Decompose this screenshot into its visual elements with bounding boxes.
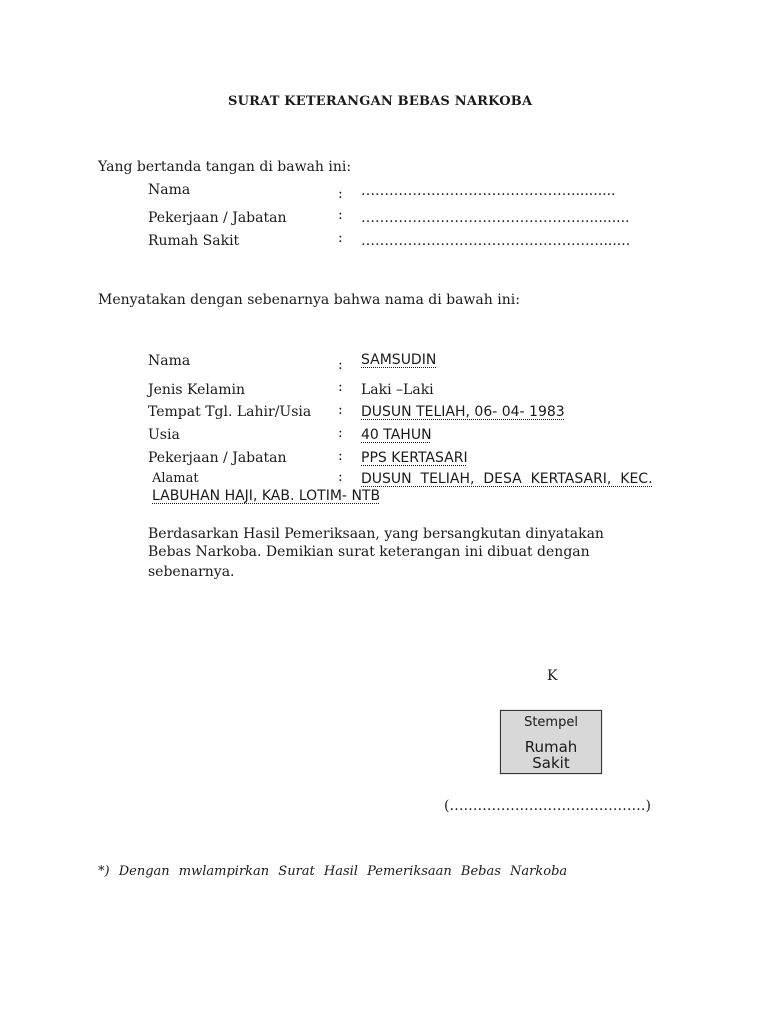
- conclusion-line-3: sebenarnya.: [148, 564, 235, 580]
- stamp-line-3: Sakit: [532, 754, 570, 772]
- subject-name-colon: :: [338, 357, 343, 373]
- subject-age-value: 40 TAHUN: [361, 427, 432, 443]
- document-title: SURAT KETERANGAN BEBAS NARKOBA: [228, 94, 533, 109]
- signer-job-colon: :: [338, 207, 343, 223]
- intro-text: Yang bertanda tangan di bawah ini:: [98, 159, 352, 175]
- subject-job-colon: :: [338, 448, 343, 464]
- subject-address-colon: :: [338, 469, 343, 485]
- signer-name-value: ………………………………………..........: [361, 183, 616, 199]
- subject-name-value: SAMSUDIN: [361, 352, 437, 368]
- signer-hospital-colon: :: [338, 230, 343, 246]
- stamp-line-1: Stempel: [524, 715, 578, 730]
- subject-address-value: DUSUN TELIAH, DESA KERTASARI, KEC.: [361, 471, 653, 487]
- subject-name-label: Nama: [148, 353, 191, 369]
- subject-birth-colon: :: [338, 402, 343, 418]
- conclusion-line-1: Berdasarkan Hasil Pemeriksaan, yang bersangkutan dinyatakan: [148, 526, 604, 542]
- signer-name-label: Nama: [148, 182, 191, 198]
- subject-job-value: PPS KERTASARI: [361, 450, 468, 466]
- signer-job-label: Pekerjaan / Jabatan: [148, 210, 287, 226]
- stamp-line-2: Rumah: [524, 738, 578, 756]
- subject-address-label: Alamat: [152, 471, 199, 486]
- subject-gender-label: Jenis Kelamin: [148, 382, 245, 398]
- subject-job-label: Pekerjaan / Jabatan: [148, 450, 287, 466]
- statement-text: Menyatakan dengan sebenarnya bahwa nama di bawah ini:: [98, 292, 520, 308]
- subject-gender-value: Laki –Laki: [361, 382, 434, 398]
- signer-hospital-value: …………………………………………….......: [361, 233, 631, 249]
- subject-birth-label: Tempat Tgl. Lahir/Usia: [148, 404, 312, 420]
- signer-hospital-label: Rumah Sakit: [148, 233, 240, 249]
- conclusion-line-2: Bebas Narkoba. Demikian surat keterangan ini dibuat dengan: [148, 544, 590, 560]
- subject-age-label: Usia: [148, 427, 180, 443]
- signer-name-placeholder: (……………………………………): [444, 798, 651, 814]
- footnote: *) Dengan mwlampirkan Surat Hasil Pemeriksaan Bebas Narkoba: [98, 864, 568, 879]
- signature-initial: K: [547, 668, 558, 684]
- signer-job-value: …………………………………………..........: [361, 210, 630, 226]
- subject-gender-colon: :: [338, 379, 343, 395]
- hospital-stamp-box: [500, 710, 602, 774]
- subject-address-continuation: LABUHAN HAJI, KAB. LOTIM- NTB: [152, 488, 381, 504]
- subject-age-colon: :: [338, 425, 343, 441]
- signer-name-colon: :: [338, 186, 343, 202]
- subject-birth-value: DUSUN TELIAH, 06- 04- 1983: [361, 404, 565, 420]
